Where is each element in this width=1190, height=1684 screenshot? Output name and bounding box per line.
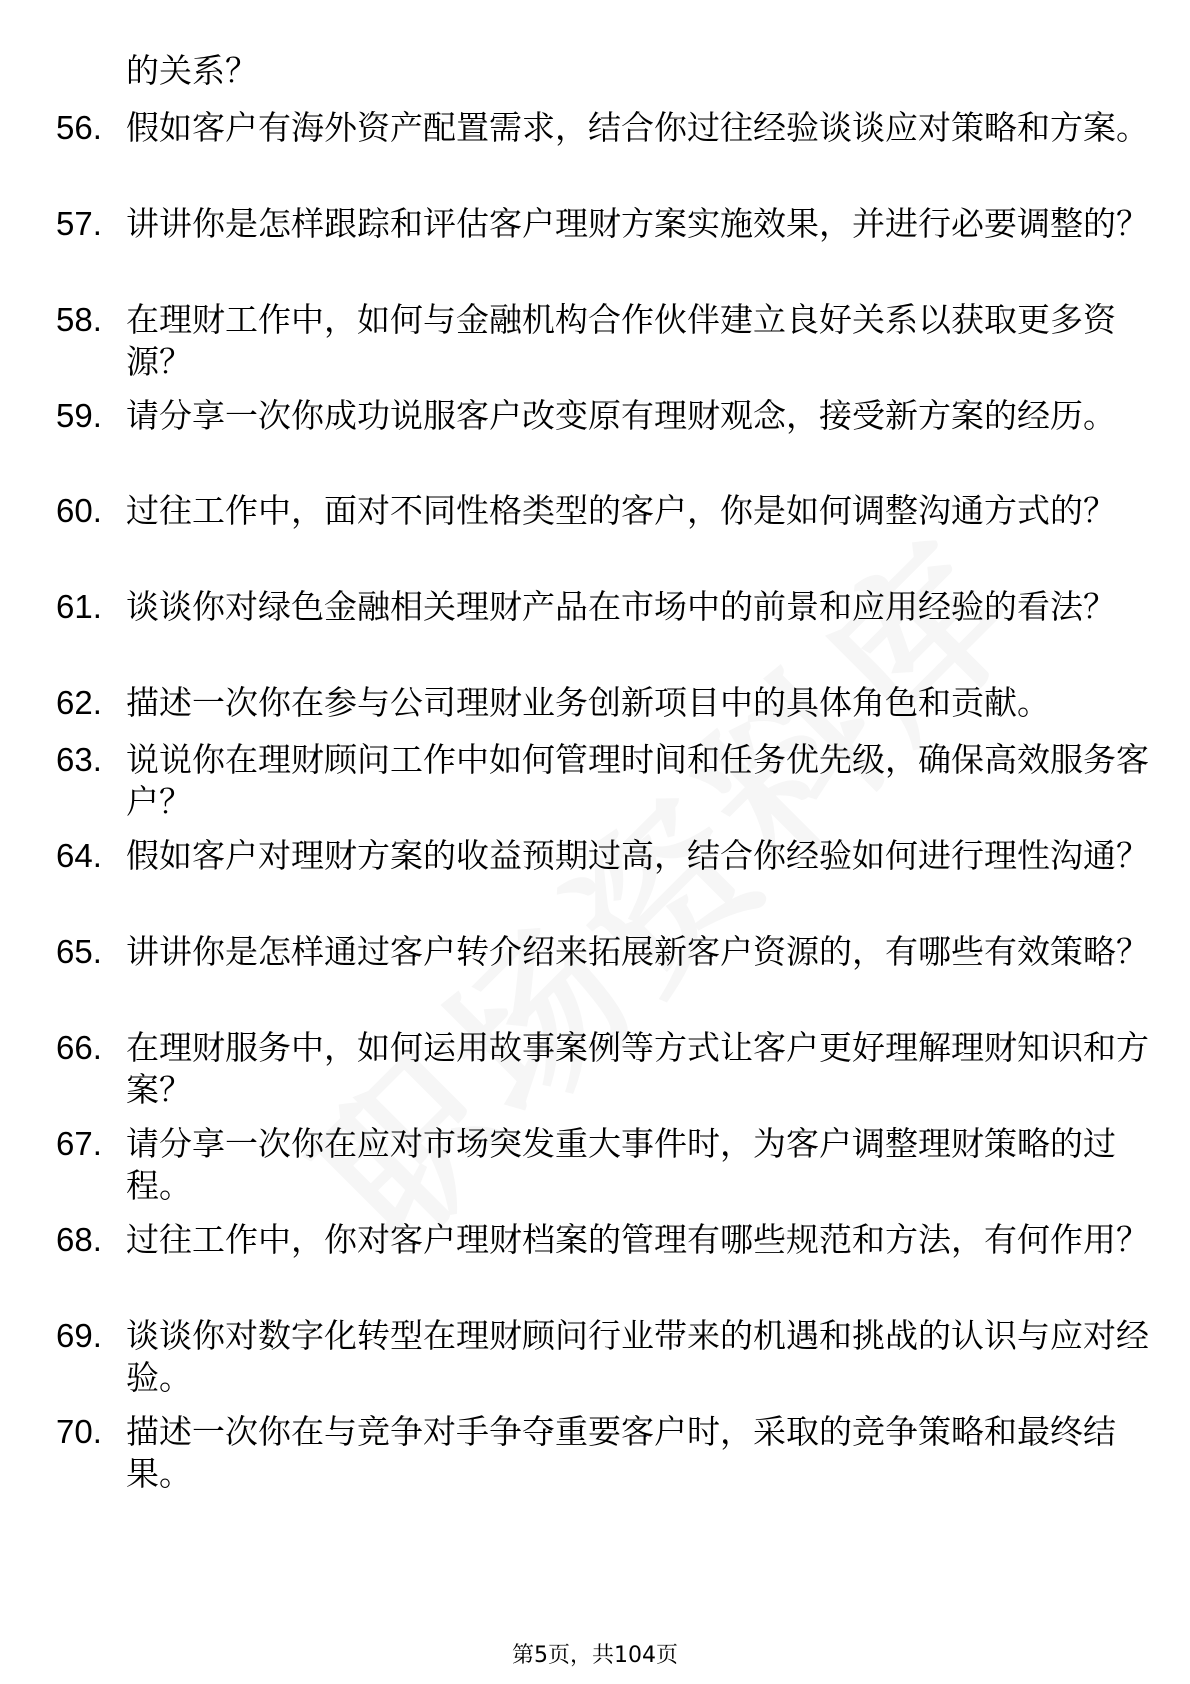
question-number: 65. [56, 933, 102, 970]
question-number: 61. [56, 588, 102, 625]
question-number: 68. [56, 1221, 102, 1258]
question-text: 假如客户有海外资产配置需求，结合你过往经验谈谈应对策略和方案。 [126, 108, 1149, 147]
question-text: 在理财工作中，如何与金融机构合作伙伴建立良好关系以获取更多资源？ [126, 300, 1116, 381]
question-number: 60. [56, 492, 102, 529]
question-text: 讲讲你是怎样跟踪和评估客户理财方案实施效果，并进行必要调整的？ [126, 204, 1149, 243]
question-number: 66. [56, 1029, 102, 1066]
question-number: 59. [56, 397, 102, 434]
question-number: 62. [56, 684, 102, 721]
question-text: 描述一次你在参与公司理财业务创新项目中的具体角色和贡献。 [126, 683, 1050, 722]
question-text: 描述一次你在与竞争对手争夺重要客户时，采取的竞争策略和最终结果。 [126, 1412, 1116, 1493]
question-number: 57. [56, 205, 102, 242]
question-text: 过往工作中，面对不同性格类型的客户，你是如何调整沟通方式的？ [126, 491, 1116, 530]
question-text: 讲讲你是怎样通过客户转介绍来拓展新客户资源的，有哪些有效策略？ [126, 932, 1149, 971]
question-text: 请分享一次你在应对市场突发重大事件时，为客户调整理财策略的过程。 [126, 1124, 1116, 1205]
question-text: 谈谈你对绿色金融相关理财产品在市场中的前景和应用经验的看法？ [126, 587, 1116, 626]
question-text: 过往工作中，你对客户理财档案的管理有哪些规范和方法，有何作用？ [126, 1220, 1149, 1259]
page-footer: 第5页，共104页 [512, 1643, 678, 1668]
question-number: 67. [56, 1125, 102, 1162]
question-number: 64. [56, 837, 102, 874]
continuation-text: 的关系？ [126, 51, 258, 90]
question-number: 56. [56, 109, 102, 146]
question-number: 69. [56, 1317, 102, 1354]
question-text: 说说你在理财顾问工作中如何管理时间和任务优先级，确保高效服务客户？ [126, 740, 1149, 821]
question-number: 58. [56, 301, 102, 338]
question-text: 谈谈你对数字化转型在理财顾问行业带来的机遇和挑战的认识与应对经验。 [126, 1316, 1149, 1397]
question-text: 假如客户对理财方案的收益预期过高，结合你经验如何进行理性沟通？ [126, 836, 1149, 875]
question-number: 63. [56, 741, 102, 778]
question-text: 在理财服务中，如何运用故事案例等方式让客户更好理解理财知识和方案？ [126, 1028, 1149, 1109]
question-text: 请分享一次你成功说服客户改变原有理财观念，接受新方案的经历。 [126, 396, 1116, 435]
question-number: 70. [56, 1413, 102, 1450]
